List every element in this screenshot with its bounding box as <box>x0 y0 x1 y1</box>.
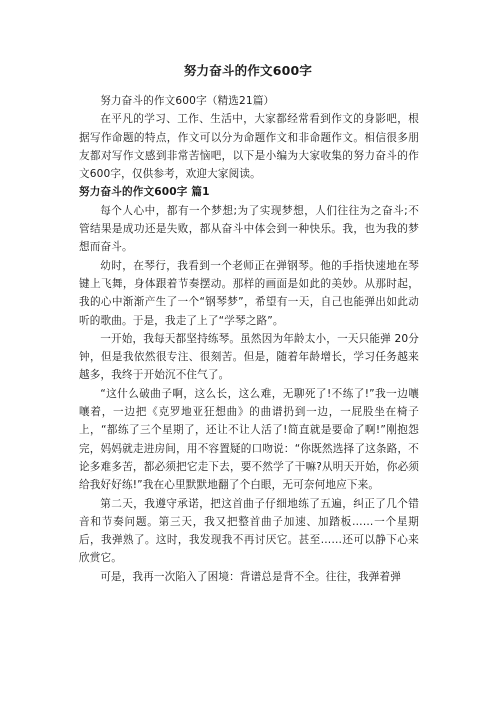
paragraph-subtitle: 努力奋斗的作文600字（精选21篇） <box>100 95 275 107</box>
paragraph: 一开始，我每天都坚持练琴。虽然因为年龄太小，一天只能弹 20分钟，但是我依然很专注、很刻苦。但是，随着年龄增长，学习任务越来越多，我终于开始沉不住气了。 <box>79 332 419 382</box>
paragraph-intro: 在平凡的学习、工作、生活中，大家都经常看到作文的身影吧，根据写作命题的特点，作文可以分为命题作文和非命题作文。相信很多朋友都对写作文感到非常苦恼吧，以下是小编为大家收集的努力奋斗的作文600字，仅供参考，欢迎大家阅读。 <box>79 113 419 181</box>
paragraph: “这什么破曲子啊，这么长，这么难，无聊死了!不练了!”我一边嚷嚷着，一边把《克罗地亚狂想曲》的曲谱扔到一边，一屁股坐在椅子上，“都练了三个星期了，还让不让人活了!简直就是要命了啊!”刚抱怨完，妈妈就走进房间，用不容置疑的口吻说：“你既然选择了这条路，不论多难多苦，都必须把它走下去，要不然学了干嘛?从明天开始，你必须给我好好练!”我在心里默默地翻了个白眼，无可奈何地应下来。 <box>79 387 419 492</box>
paragraph: 可是，我再一次陷入了困境：背谱总是背不全。往往，我弹着弹 <box>100 570 402 583</box>
document-title: 努力奋斗的作文600字 <box>183 63 313 78</box>
section-heading: 努力奋斗的作文600字 篇1 <box>79 186 210 199</box>
paragraph: 每个人心中，都有一个梦想;为了实现梦想，人们往往为之奋斗;不管结果是成功还是失败，都从奋斗中体会到一种快乐。我，也为我的梦想而奋斗。 <box>79 204 419 254</box>
paragraph: 第二天，我遵守承诺，把这首曲子仔细地练了五遍，纠正了几个错音和节奏问题。第三天，我又把整首曲子加速、加踏板……一个星期后，我弹熟了。这时，我发现我不再讨厌它。甚至……还可以静下心来欣赏它。 <box>79 497 419 565</box>
document-body <box>79 92 419 586</box>
paragraph: 幼时，在琴行，我看到一个老师正在弹钢琴。他的手指快速地在琴键上飞舞，身体跟着节奏摆动。那样的画面是如此的美妙。从那时起，我的心中渐渐产生了一个“钢琴梦”，希望有一天，自己也能弹出如此动听的歌曲。于是，我走了上了“学琴之路”。 <box>79 259 419 327</box>
